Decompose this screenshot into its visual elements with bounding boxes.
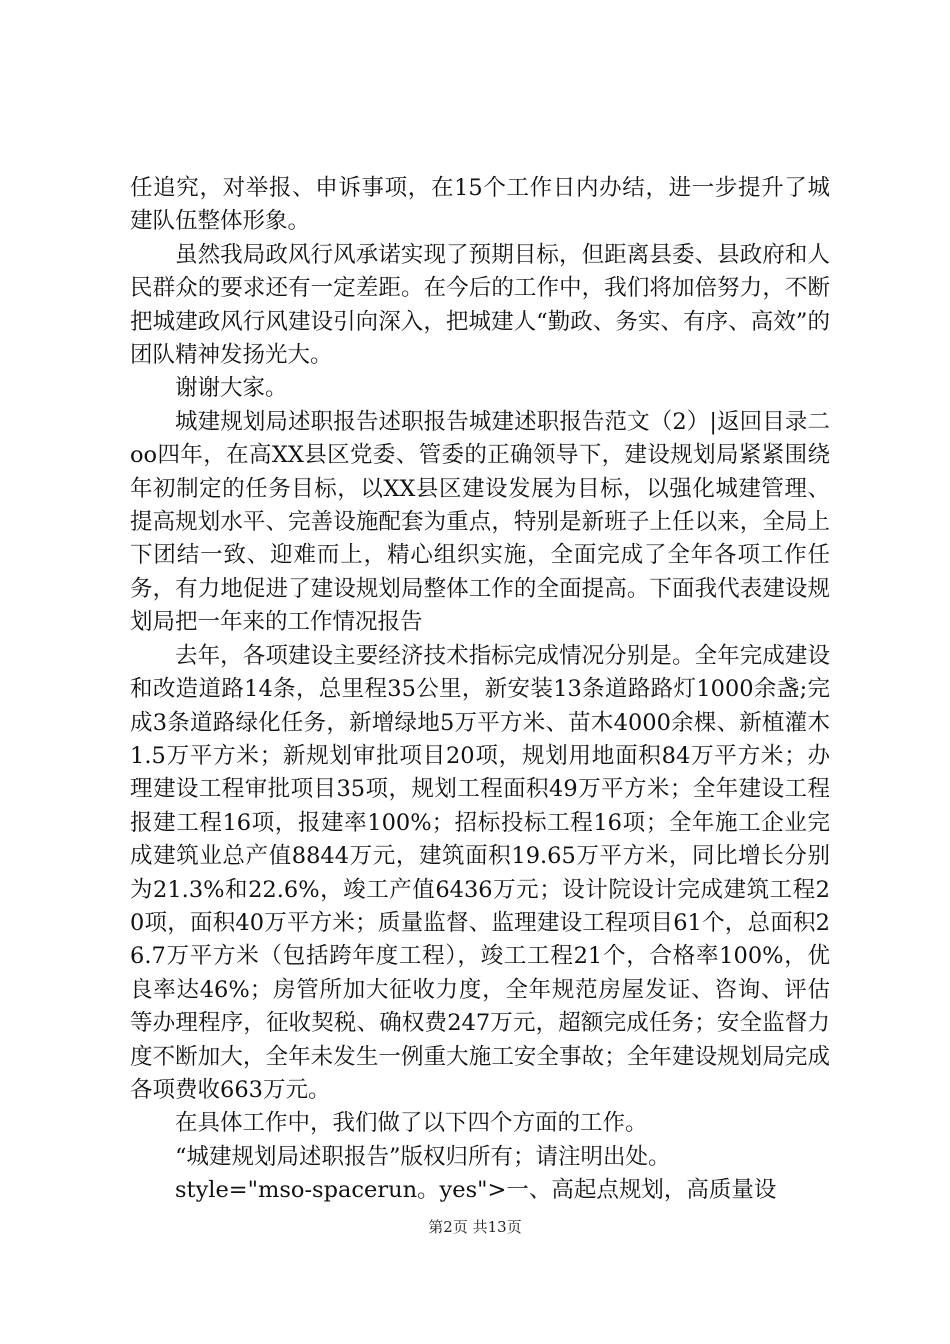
paragraph-6: 在具体工作中，我们做了以下四个方面的工作。 [175, 1110, 648, 1137]
document-body [130, 172, 830, 1208]
paragraph-2: 虽然我局政风行风承诺实现了预期目标，但距离县委、县政府和人民群众的要求还有一定差距。在今后的工作中，我们将加倍努力，不断把城建政风行风建设引向深入，把城建人“勤政、务实、有序、高效”的团队精神发扬光大。 [130, 241, 830, 369]
paragraph-3: 谢谢大家。 [175, 375, 288, 402]
page-footer [0, 1217, 950, 1237]
paragraph-4: 城建规划局述职报告述职报告城建述职报告范文（2）|返回目录二oo四年，在高XX县区党委、管委的正确领导下，建设规划局紧紧围绕年初制定的任务目标，以XX县区建设发展为目标，以强化城建管理、提高规划水平、完善设施配套为重点，特别是新班子上任以来，全局上下团结一致、迎难而上，精心组织实施，全面完成了全年各项工作任务，有力地促进了建设规划局整体工作的全面提高。下面我代表建设规划局把一年来的工作情况报告 [130, 408, 830, 636]
paragraph-1: 任追究，对举报、申诉事项，在15个工作日内办结，进一步提升了城建队伍整体形象。 [130, 175, 830, 235]
paragraph-7: “城建规划局述职报告”版权归所有；请注明出处。 [175, 1143, 671, 1170]
paragraph-5: 去年，各项建设主要经济技术指标完成情况分别是。全年完成建设和改造道路14条，总里程35公里，新安装13条道路路灯1000余盏;完成3条道路绿化任务，新增绿地5万平方米、苗木4000余棵、新植灌木1.5万平方米；新规划审批项目20项，规划用地面积84万平方米；办理建设工程审批项目35项，规划工程面积49万平方米；全年建设工程报建工程16项，报建率100%；招标投标工程16项；全年施工企业完成建筑业总产值8844万元，建筑面积19.65万平方米，同比增长分别为21.3%和22.6%，竣工产值6436万元；设计院设计完成建筑工程20项，面积40万平方米；质量监督、监理建设工程项目61个，总面积26.7万平方米（包括跨年度工程），竣工工程21个，合格率100%，优良率达46%；房管所加大征收力度，全年规范房屋发证、咨询、评估等办理程序，征收契税、确权费247万元，超额完成任务；安全监督力度不断加大，全年未发生一例重大施工安全事故；全年建设规划局完成各项费收663万元。 [130, 642, 830, 1103]
paragraph-8: style="mso-spacerun。yes">一、高起点规划，高质量设 [175, 1177, 777, 1204]
page-number: 第2页 共13页 [428, 1218, 522, 1236]
